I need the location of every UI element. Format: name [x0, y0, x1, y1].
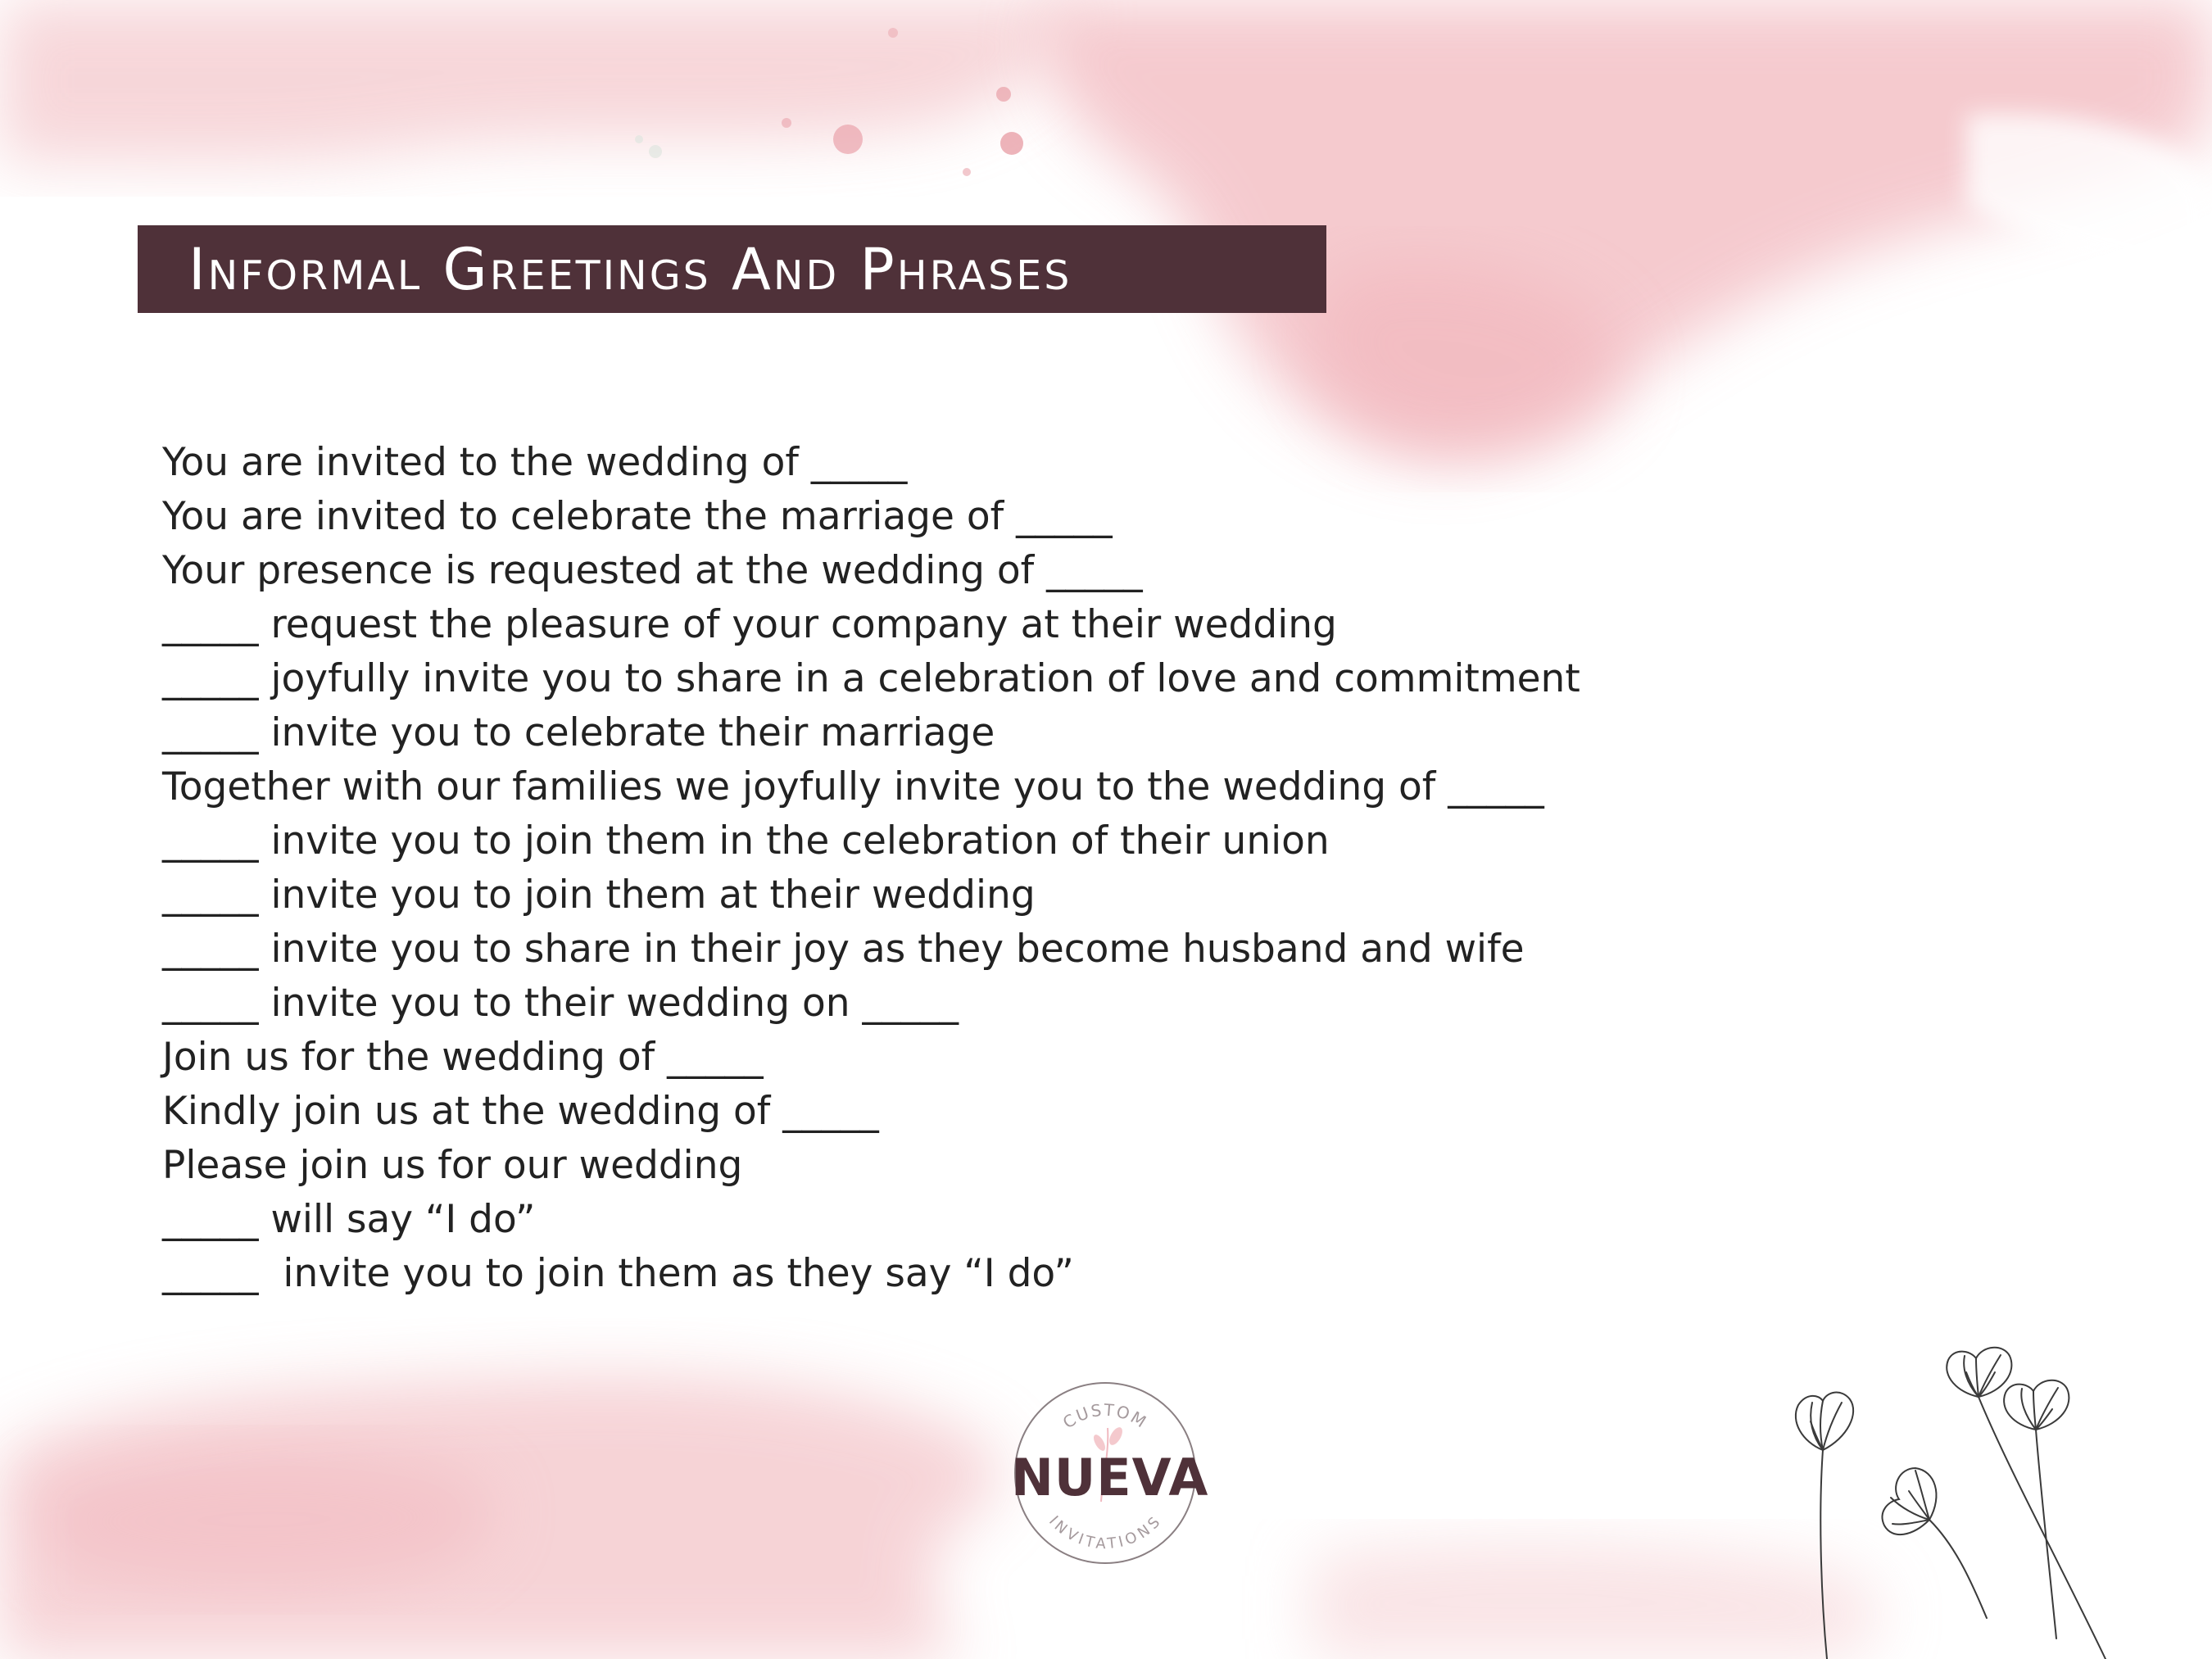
phrase-line: Together with our families we joyfully invite you to the wedding of _____ — [162, 764, 1544, 809]
section-title-bar — [138, 225, 1326, 313]
phrase-line: Kindly join us at the wedding of _____ — [162, 1089, 879, 1134]
phrase-line: _____ invite you to join them in the celebration of their union — [162, 818, 1330, 863]
logo-bottom-text: INVITATIONS — [1045, 1512, 1165, 1553]
phrase-list — [162, 436, 1580, 1301]
logo-brand: NUEVA — [1011, 1448, 1209, 1507]
phrase-line: _____ invite you to their wedding on _____ — [162, 981, 959, 1026]
logo-top-text: CUSTOM — [1058, 1399, 1151, 1433]
flower-line-art-icon — [1761, 1344, 2155, 1659]
phrase-line: _____ will say “I do” — [162, 1197, 536, 1242]
phrase-line: _____ request the pleasure of your company at their wedding — [162, 602, 1337, 647]
phrase-line: _____ invite you to celebrate their marriage — [162, 710, 995, 755]
phrase-line: _____ invite you to share in their joy as they become husband and wife — [162, 927, 1525, 972]
phrase-line: Join us for the wedding of _____ — [162, 1035, 764, 1080]
nueva-logo-icon — [1011, 1379, 1209, 1567]
phrase-line: Your presence is requested at the wedding of _____ — [162, 548, 1143, 593]
phrase-line: _____ joyfully invite you to share in a celebration of love and commitment — [162, 656, 1580, 701]
section-title: Informal Greetings And Phrases — [188, 235, 1072, 303]
phrase-line: Please join us for our wedding — [162, 1143, 743, 1188]
phrase-line: _____ invite you to join them as they say “I do” — [162, 1251, 1074, 1296]
phrase-line: You are invited to celebrate the marriage of _____ — [162, 494, 1113, 539]
phrase-line: _____ invite you to join them at their wedding — [162, 873, 1036, 918]
phrase-line: You are invited to the wedding of _____ — [162, 440, 908, 485]
